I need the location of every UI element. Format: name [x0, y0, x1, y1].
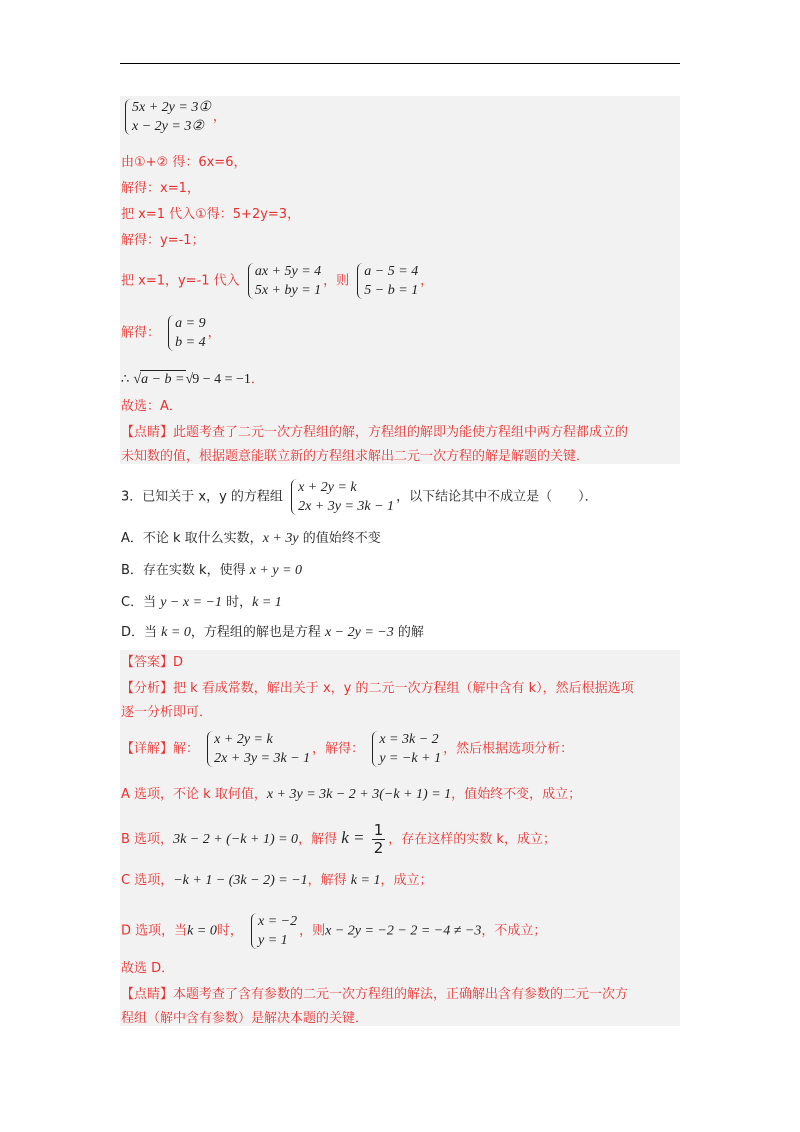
option-d: D．当 k = 0，方程组的解也是方程 x − 2y = −3 的解 — [121, 625, 424, 640]
equation-system: x = 3k − 2 y = −k + 1 — [370, 730, 441, 768]
comment-2-line2: 程组（解中含有参数）是解决本题的关键． — [121, 1011, 369, 1026]
final-calculation: ∴ √a − b =√9 − 4 = −1． — [121, 372, 264, 387]
option-c: C．当 y − x = −1 时，k = 1 — [121, 595, 282, 610]
choose-answer-1: 故选：A． — [121, 399, 182, 414]
step-substitute: 把 x=1 代入①得：5+2y=3， — [121, 207, 301, 222]
option-b: B．存在实数 k，使得 x + y = 0 — [121, 563, 303, 578]
option-a: A．不论 k 取什么实数，x + 3y 的值始终不变 — [121, 531, 381, 546]
equation-system: a = 9 b = 4 — [166, 314, 205, 352]
detail-option-b: B 选项，3k − 2 + (−k + 1) = 0，解得 k = $\frac{1}{2}$ ，存在这样的实数 k，成立； — [121, 821, 556, 857]
step-add: 由①+② 得：6x=6， — [121, 155, 247, 170]
step-x: 解得：x=1， — [121, 181, 200, 196]
equation-system: x + 2y = k 2x + 3y = 3k − 1 — [205, 730, 310, 768]
equation-system: x = −2 y = 1 — [249, 912, 297, 950]
detail-line: 【详解】解： x + 2y = k 2x + 3y = 3k − 1 ，解得： x = 3k − 2 y = −k + 1 ，然后根据选项分析： — [121, 732, 574, 766]
detail-option-a: A 选项，不论 k 取何值，x + 3y = 3k − 2 + 3(−k + 1) = 1，值始终不变，成立； — [121, 787, 582, 802]
comment-2-line1: 【点睛】本题考查了含有参数的二元一次方程组的解法，正确解出含有参数的二元一次方 — [121, 987, 629, 1002]
equation-system: a − 5 = 4 5 − b = 1 — [355, 262, 418, 300]
step-ab-solution: 解得： a = 9 b = 4 ， — [121, 316, 221, 350]
step-y: 解得：y=-1； — [121, 233, 205, 248]
equation-system: x + 2y = k 2x + 3y = 3k − 1 — [289, 478, 394, 516]
choose-answer-2: 故选 D． — [121, 961, 175, 976]
detail-option-d: D 选项，当k = 0时， x = −2 y = 1 ，则x − 2y = −2 − 2 = −4 ≠ −3，不成立； — [121, 914, 547, 948]
detail-option-c: C 选项，−k + 1 − (3k − 2) = −1，解得 k = 1，成立； — [121, 873, 433, 888]
analysis-line2: 逐一分析即可． — [121, 705, 213, 720]
equation-system: 5x + 2y = 3① x − 2y = 3② — [123, 98, 211, 136]
equation-system: ax + 5y = 4 5x + by = 1 — [246, 262, 321, 300]
comment-1-line1: 【点睛】此题考查了二元一次方程组的解，方程组的解即为能使方程组中两方程都成立的 — [121, 425, 629, 440]
fraction: $\frac{1}{2}$ — [373, 821, 384, 857]
comment-1-line2: 未知数的值，根据题意能联立新的方程组求解出二元一次方程的解是解题的关键． — [121, 449, 590, 464]
question-3: 3．已知关于 x，y 的方程组 x + 2y = k 2x + 3y = 3k − 1 ，以下结论其中不成立是（ ）． — [121, 480, 598, 514]
step-plug-in: 把 x=1，y=-1 代入 ax + 5y = 4 5x + by = 1 ，则 a − 5 = 4 5 − b = 1 ， — [121, 264, 434, 298]
header-rule — [120, 63, 680, 64]
analysis-line1: 【分析】把 k 看成常数，解出关于 x，y 的二元一次方程组（解中含有 k），然后根据选项 — [121, 681, 634, 696]
system-top: 5x + 2y = 3① x − 2y = 3② ， — [121, 98, 226, 136]
answer-line: 【答案】D — [121, 655, 184, 670]
